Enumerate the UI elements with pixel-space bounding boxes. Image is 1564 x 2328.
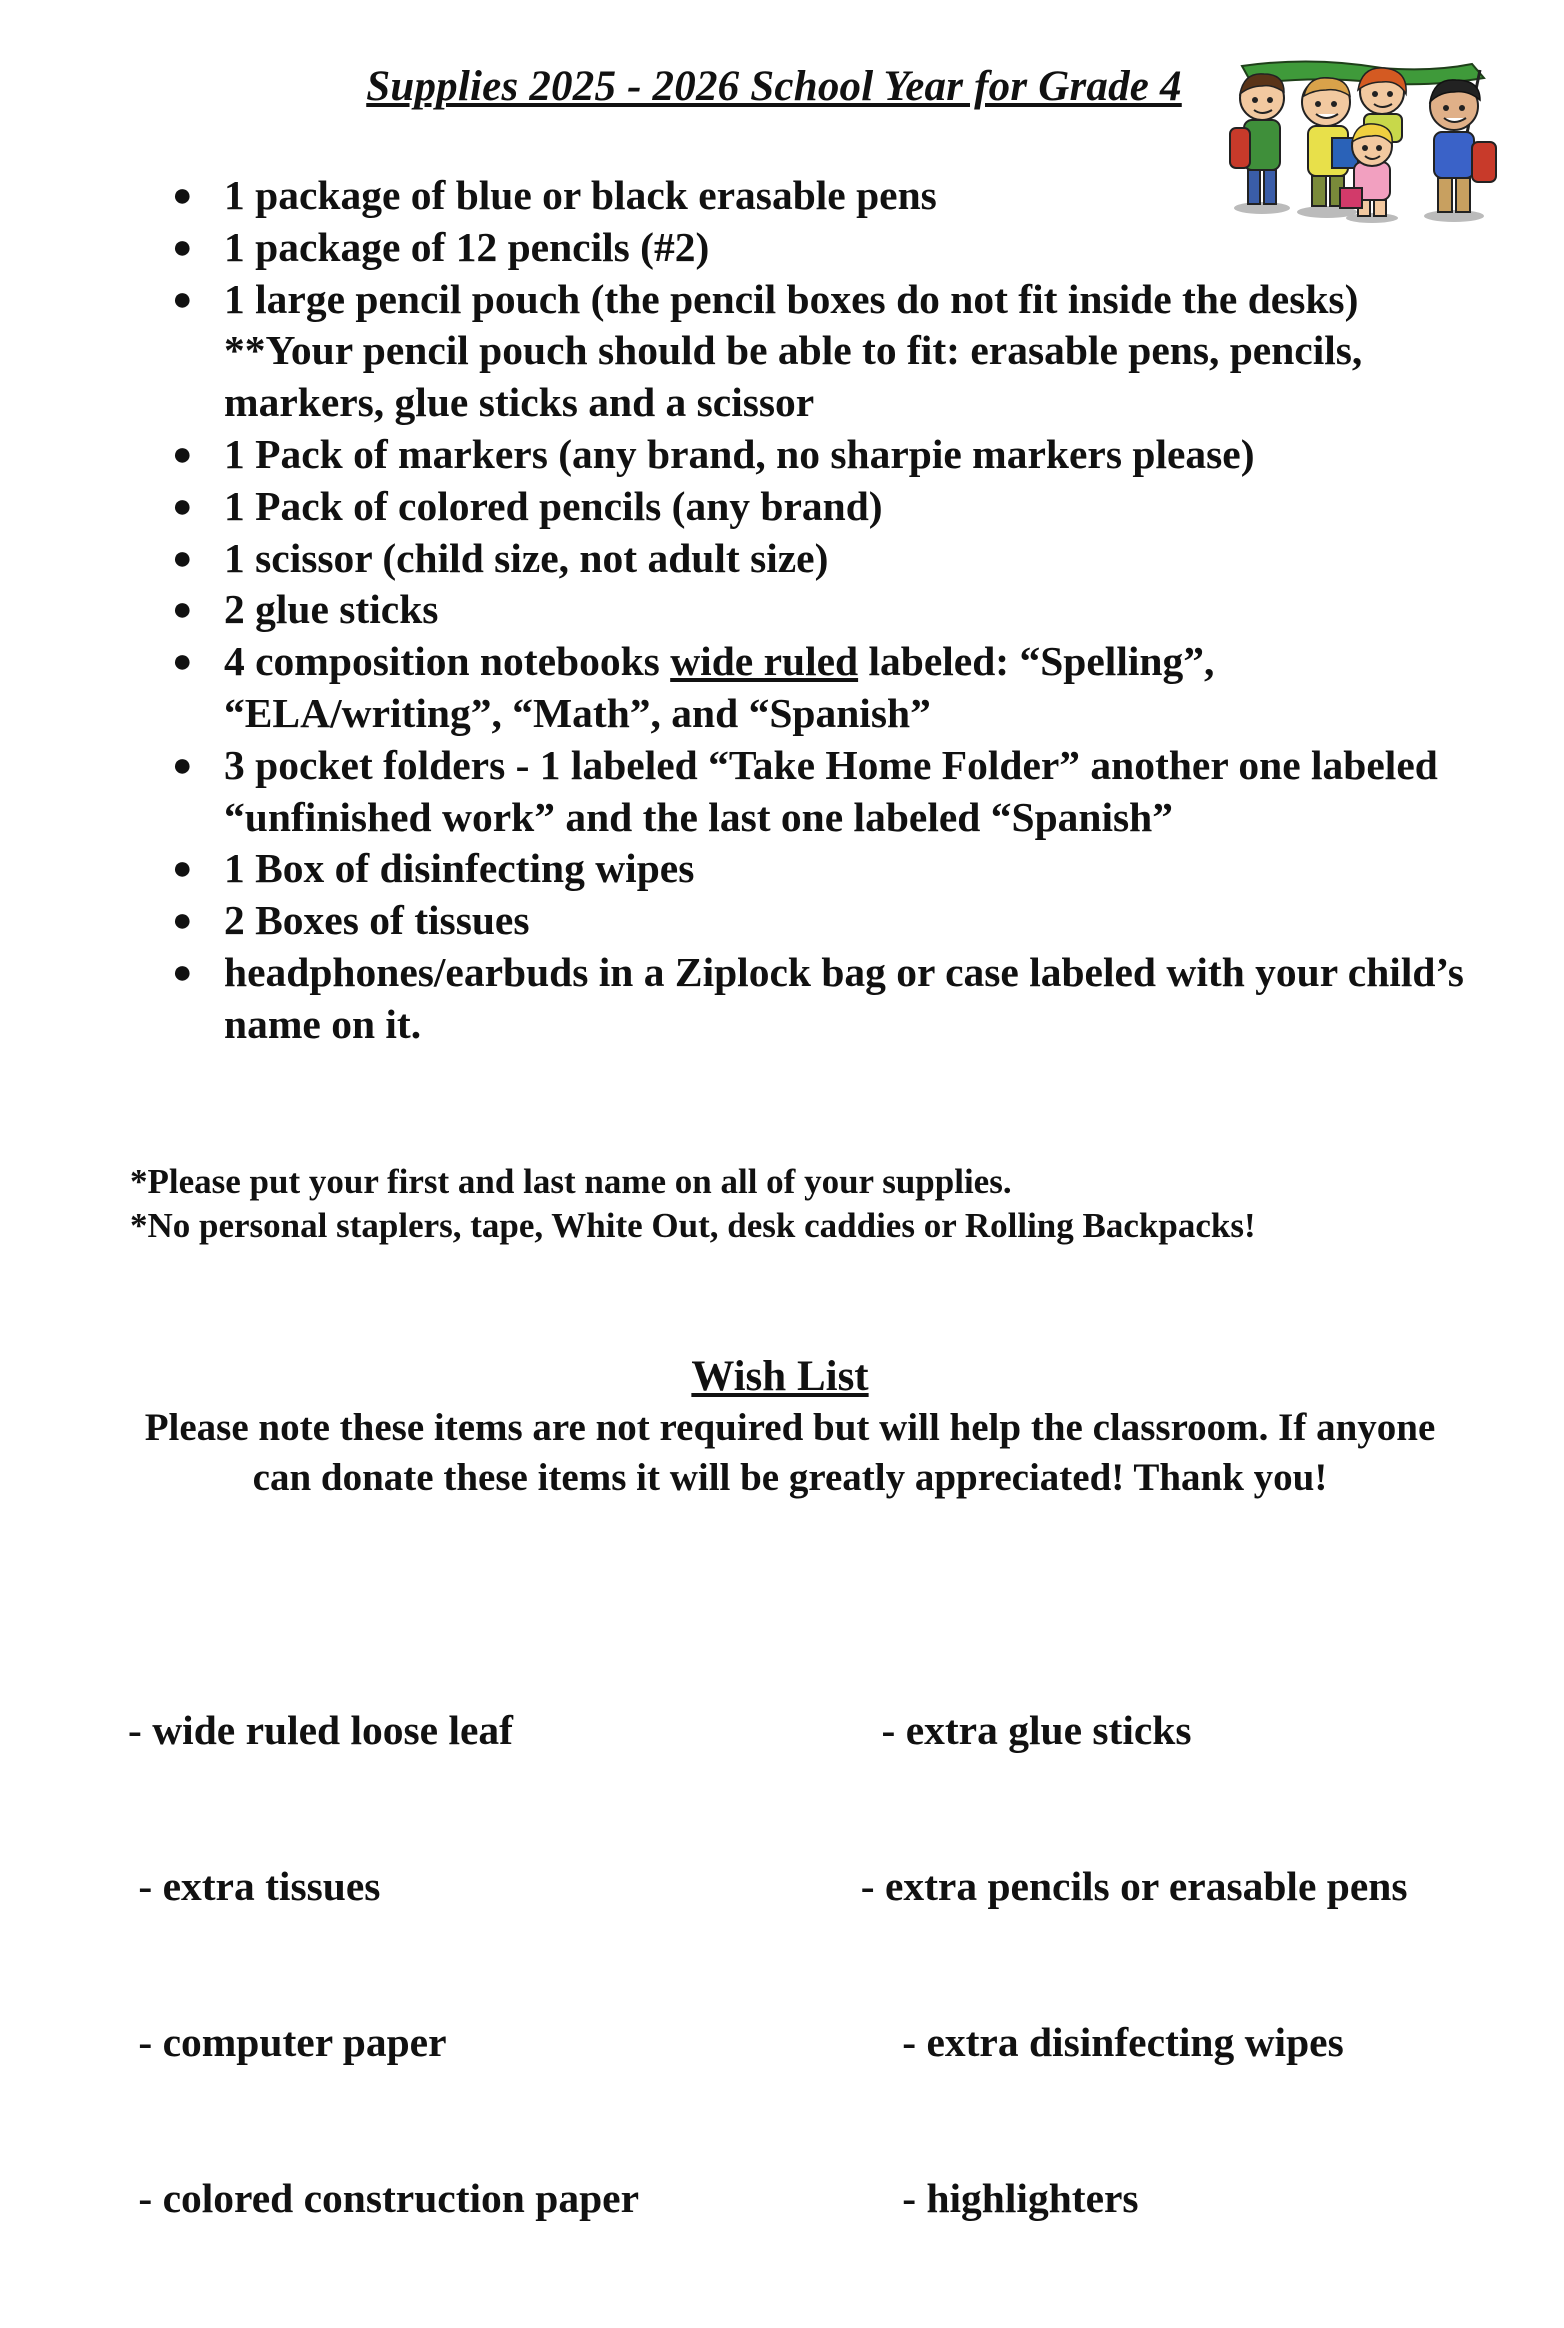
name-on-supplies-note: *Please put your first and last name on all of your supplies.	[130, 1162, 1012, 1201]
list-item-text: 2 glue sticks	[224, 586, 439, 633]
list-item-text: 1 Pack of markers (any brand, no sharpie markers please)	[224, 430, 1255, 477]
bullet-icon: ●	[172, 591, 193, 629]
wish-list-item: - colored construction paper	[128, 2175, 640, 2221]
list-item	[168, 429, 1468, 481]
bullet-icon: ●	[172, 539, 193, 577]
bullet-icon: ●	[172, 177, 193, 214]
pencil-pouch-note: **Your pencil pouch should be able to fit: erasable pens, pencils, markers, glue sticks and a scissor	[224, 327, 1363, 426]
list-item	[168, 740, 1468, 844]
list-item	[168, 895, 1468, 947]
list-item-text: 1 large pencil pouch (the pencil boxes do not fit inside the desks)	[224, 275, 1359, 322]
list-item-text: 1 package of blue or black erasable pens	[224, 172, 937, 218]
wish-list-intro: Please note these items are not required but will help the classroom. If anyone can donate these items it will be greatly appreciated! Thank you!	[144, 1406, 1436, 1499]
wish-list-item: - computer paper	[128, 2019, 447, 2065]
list-item	[168, 843, 1468, 895]
wish-list-right-column	[840, 1600, 1407, 2328]
list-item	[168, 636, 1468, 740]
list-item	[168, 481, 1468, 533]
bullet-icon: ●	[172, 902, 193, 940]
wide-ruled-underlined: wide ruled	[670, 638, 859, 685]
list-item-text-continued: labeled: “Spelling”, “ELA/writing”, “Math”, and “Spanish”	[224, 638, 1215, 736]
wish-list-title: Wish List	[691, 1353, 869, 1400]
list-item-text: 1 Box of disinfecting wipes	[224, 845, 695, 892]
wish-list-item: - extra tissues	[128, 1863, 381, 1909]
list-item-text: 2 Boxes of tissues	[224, 897, 530, 944]
wish-list-item: - highlighters	[840, 2175, 1139, 2221]
list-item-text: 1 Pack of colored pencils (any brand)	[224, 482, 883, 529]
bullet-icon: ●	[172, 280, 193, 318]
list-item	[168, 533, 1468, 585]
bullet-icon: ●	[172, 435, 193, 473]
wish-list-left-column	[128, 1600, 639, 2328]
list-item	[168, 947, 1468, 1051]
supply-list	[168, 170, 1468, 1051]
supply-notes	[130, 1160, 1510, 1248]
prohibited-items-note: *No personal staplers, tape, White Out, desk caddies or Rolling Backpacks!	[130, 1206, 1256, 1245]
bullet-icon: ●	[172, 487, 193, 525]
list-item	[168, 274, 1468, 429]
bullet-icon: ●	[172, 953, 193, 991]
list-item-text: 1 package of 12 pencils (#2)	[224, 223, 710, 270]
wish-list-item: - wide ruled loose leaf	[128, 1707, 513, 1753]
bullet-icon: ●	[172, 850, 193, 888]
list-item	[168, 222, 1468, 274]
wish-list-item: - extra glue sticks	[840, 1707, 1192, 1753]
wish-list-item: - extra disinfecting wipes	[840, 2019, 1344, 2065]
bullet-icon: ●	[172, 643, 193, 681]
list-item-text: 1 scissor (child size, not adult size)	[224, 534, 829, 581]
bullet-icon: ●	[172, 228, 193, 266]
page-title: Supplies 2025 - 2026 School Year for Grade 4	[366, 63, 1182, 110]
list-item	[168, 170, 1468, 222]
bullet-icon: ●	[172, 746, 193, 784]
list-item-text: 4 composition notebooks	[224, 638, 671, 685]
list-item-text: headphones/earbuds in a Ziplock bag or case labeled with your child’s name on it.	[224, 948, 1464, 1047]
list-item-text: 3 pocket folders - 1 labeled “Take Home Folder” another one labeled “unfinished work” and the last one labeled “Spanish”	[224, 741, 1438, 840]
list-item	[168, 584, 1468, 636]
wish-list-item: - extra pencils or erasable pens	[840, 1863, 1408, 1909]
